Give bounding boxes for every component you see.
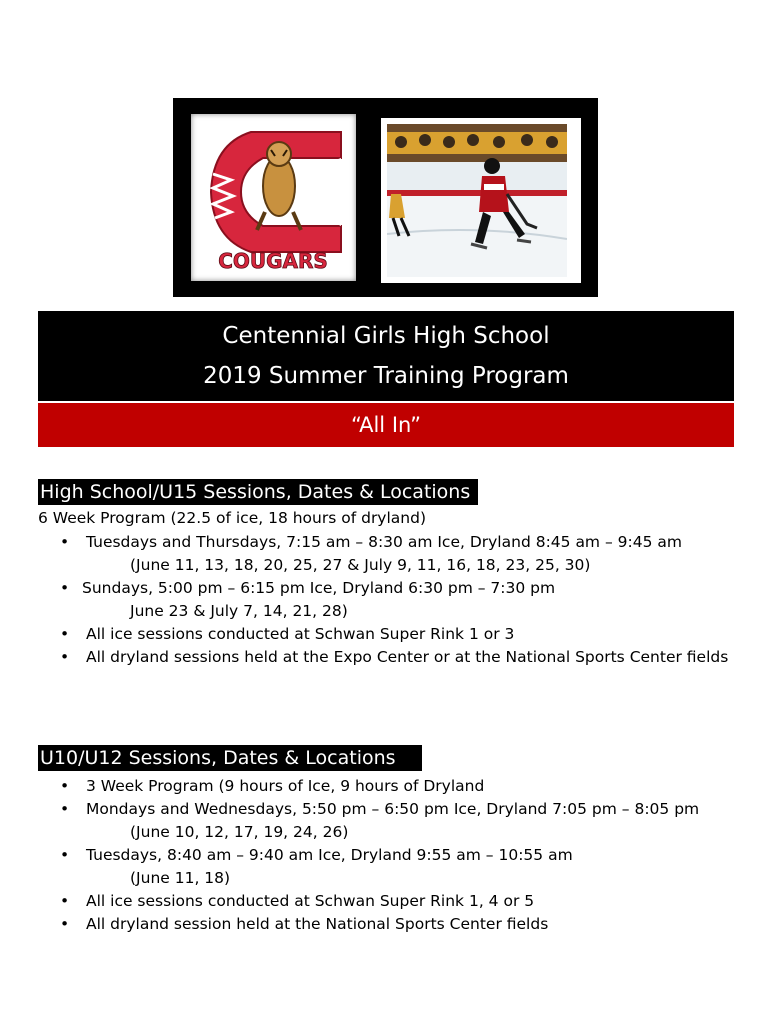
cougar-logo-icon (191, 114, 356, 281)
motto-banner: “All In” (38, 403, 734, 447)
list-item (0, 913, 736, 936)
location-note: All ice sessions conducted at Schwan Super Rink 1 or 3 (86, 625, 515, 643)
program-name: 2019 Summer Training Program (203, 363, 569, 389)
location-note: All ice sessions conducted at Schwan Super Rink 1, 4 or 5 (86, 892, 535, 910)
hockey-photo (381, 118, 581, 283)
location-note: All dryland sessions held at the Expo Center or at the National Sports Center fields (86, 648, 729, 666)
header-image-frame (173, 98, 598, 297)
session-times: Tuesdays and Thursdays, 7:15 am – 8:30 am Ice, Dryland 8:45 am – 9:45 am (86, 533, 682, 551)
hockey-player-icon (387, 124, 567, 277)
list-item (0, 890, 736, 913)
list-item (0, 577, 732, 623)
school-name: Centennial Girls High School (222, 323, 550, 349)
list-item (0, 531, 736, 577)
session-dates: June 23 & July 7, 14, 21, 28) (130, 602, 348, 620)
list-item (0, 844, 736, 890)
session-times: Sundays, 5:00 pm – 6:15 pm Ice, Dryland 6:30 pm – 7:30 pm (82, 579, 556, 597)
program-title-banner (38, 311, 734, 401)
program-summary: 3 Week Program (9 hours of Ice, 9 hours of Dryland (86, 777, 485, 795)
list-item (0, 646, 736, 669)
section-heading-high-school: High School/U15 Sessions, Dates & Locations (38, 479, 478, 505)
location-note: All dryland session held at the National Sports Center fields (86, 915, 549, 933)
session-dates: (June 10, 12, 17, 19, 24, 26) (130, 823, 349, 841)
logo-text: COUGARS (218, 249, 328, 273)
u10-u12-session-list (0, 775, 736, 936)
session-dates: (June 11, 13, 18, 20, 25, 27 & July 9, 11, 16, 18, 23, 25, 30) (130, 556, 591, 574)
high-school-session-list (0, 531, 736, 669)
list-item (0, 798, 736, 844)
cougars-logo (191, 114, 356, 281)
session-times: Tuesdays, 8:40 am – 9:40 am Ice, Dryland 9:55 am – 10:55 am (86, 846, 573, 864)
section-heading-u10-u12: U10/U12 Sessions, Dates & Locations (38, 745, 422, 771)
list-item (0, 623, 736, 646)
program-summary: 6 Week Program (22.5 of ice, 18 hours of dryland) (38, 509, 426, 527)
session-dates: (June 11, 18) (130, 869, 231, 887)
list-item (0, 775, 736, 798)
session-times: Mondays and Wednesdays, 5:50 pm – 6:50 pm Ice, Dryland 7:05 pm – 8:05 pm (86, 800, 700, 818)
